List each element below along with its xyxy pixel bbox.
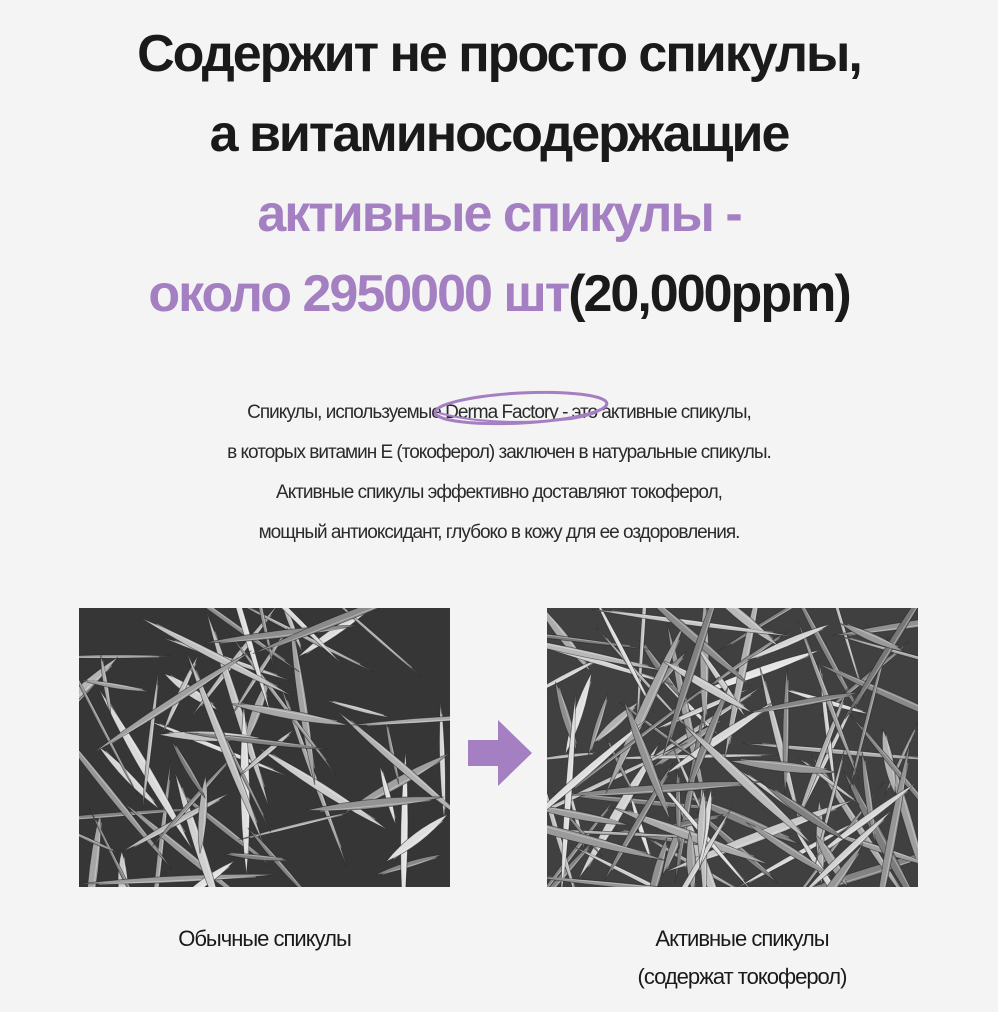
arrow-right-icon	[468, 720, 532, 786]
headline-line-2: а витаминосодержащие	[209, 105, 789, 163]
description-line-2: в которых витамин E (токоферол) заключен в натуральные спикулы.	[227, 442, 771, 463]
description-line-3: Активные спикулы эффективно доставляют токоферол,	[276, 482, 722, 503]
description-line-4: мощный антиоксидант, глубоко в кожу для ее оздоровления.	[258, 522, 740, 543]
active-spicules-caption-line-1: Активные спикулы	[655, 926, 829, 951]
active-spicules-caption-line-2: (содержат токоферол)	[637, 964, 847, 989]
regular-spicules-photo	[79, 608, 450, 887]
headline-line-3: активные спикулы -	[257, 185, 741, 243]
headline-line-1: Содержит не просто спикулы,	[137, 25, 861, 83]
description-line-1-start: Спикулы, используемые	[247, 402, 446, 423]
headline-count: около 2950000 шт	[148, 265, 569, 323]
brand-name	[445, 393, 558, 433]
description	[0, 393, 998, 553]
description-line-1-end: - это активные спикулы,	[557, 402, 751, 423]
regular-spicules-caption-text: Обычные спикулы	[178, 926, 351, 951]
regular-spicules-caption	[79, 920, 450, 958]
active-spicules-photo	[547, 608, 918, 887]
brand-name-text: Derma Factory	[445, 402, 558, 423]
description-line-1	[0, 393, 998, 433]
headline	[0, 14, 998, 334]
headline-ppm: (20,000ppm)	[568, 265, 850, 323]
active-spicules-caption	[547, 920, 937, 996]
headline-line-4	[0, 254, 998, 334]
